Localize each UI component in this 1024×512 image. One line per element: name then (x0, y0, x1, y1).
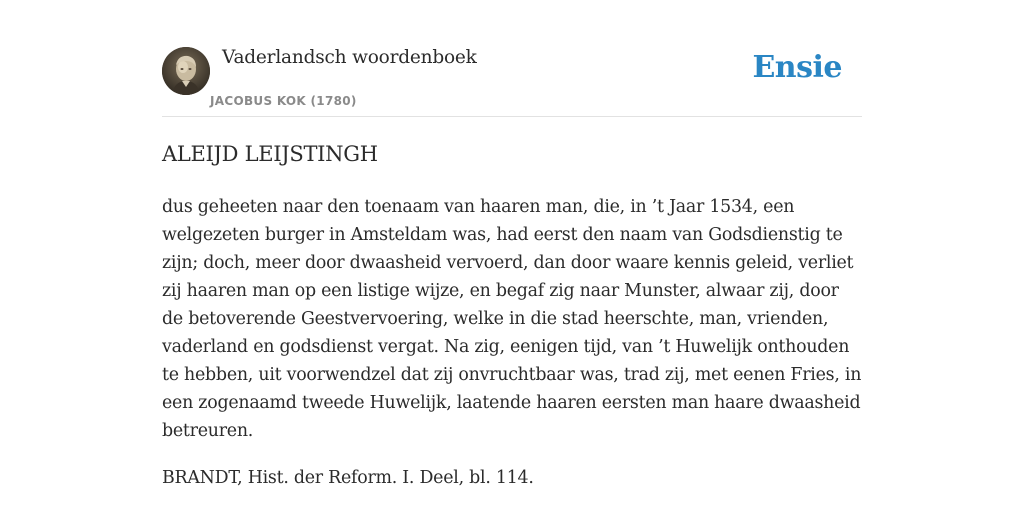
ensie-logo-link[interactable]: Ensie (752, 50, 842, 85)
author-portrait-icon[interactable] (162, 47, 210, 95)
entry-source: BRANDT, Hist. der Reform. I. Deel, bl. 114. (162, 468, 534, 488)
site-header (162, 40, 862, 117)
book-title-link[interactable]: Vaderlandsch woordenboek (222, 47, 477, 68)
author-label: JACOBUS KOK (1780) (210, 94, 357, 108)
entry-title: ALEIJD LEIJSTINGH (162, 142, 378, 166)
entry-body: dus geheeten naar den toenaam van haaren man, die, in ’t Jaar 1534, een welgezeten burger in Amsteldam was, had eerst den naam van Godsdienstig te zijn; doch, meer door dwaasheid vervoerd, dan door waare kennis geleid, verliet zij haaren man op een listige wijze, en begaf zig naar Munster, alwaar zij, door de betoverende Geestvervoering, welke in die stad heerschte, man, vrienden, vaderland en godsdienst vergat. Na zig, eenigen tijd, van ’t Huwelijk onthouden te hebben, uit voorwendzel dat zij onvruchtbaar was, trad zij, met eenen Fries, in een zogenaamd tweede Huwelijk, laatende haaren eersten man haare dwaasheid betreuren. (162, 197, 862, 441)
